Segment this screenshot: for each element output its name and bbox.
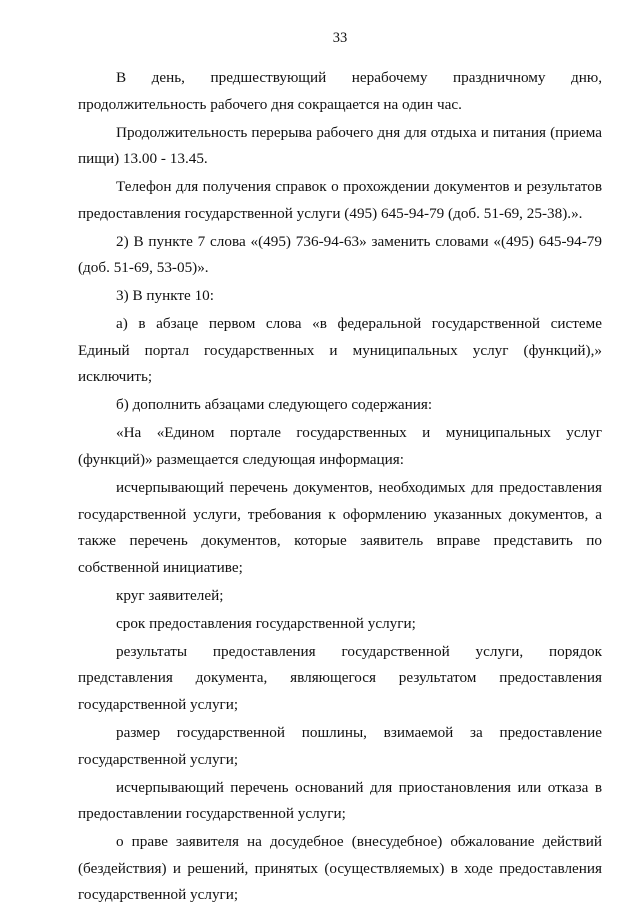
paragraph-12: результаты предоставления государственной услуги, порядок представления документа, являющегося результатом предоставления государственной услуги; bbox=[78, 642, 602, 713]
paragraph-7: б) дополнить абзацами следующего содержания: bbox=[116, 396, 433, 414]
page-number: 33 bbox=[332, 30, 348, 46]
paragraph-15: о праве заявителя на досудебное (внесудебное) обжалование действий (бездействия) и решений, принятых (осуществляемых) в ходе предоставления государственной услуги; bbox=[78, 833, 602, 904]
paragraph-10: круг заявителей; bbox=[116, 586, 224, 604]
paragraph-1: В день, предшествующий нерабочему праздничному дню, продолжительность рабочего дня сокращается на один час. bbox=[78, 69, 602, 113]
paragraph-4: 2) В пункте 7 слова «(495) 736-94-63» заменить словами «(495) 645-94-79 (доб. 51-69, 53-05)». bbox=[78, 232, 602, 277]
paragraph-11: срок предоставления государственной услуги; bbox=[116, 614, 416, 632]
paragraph-13: размер государственной пошлины, взимаемой за предоставление государственной услуги; bbox=[78, 723, 602, 768]
document-page bbox=[78, 30, 602, 910]
paragraph-8: «На «Едином портале государственных и муниципальных услуг (функций)» размещается следующая информация: bbox=[78, 424, 602, 469]
paragraph-5: 3) В пункте 10: bbox=[116, 287, 214, 305]
paragraph-2: Продолжительность перерыва рабочего дня для отдыха и питания (приема пищи) 13.00 - 13.45. bbox=[78, 123, 602, 168]
paragraph-14: исчерпывающий перечень оснований для приостановления или отказа в предоставлении государственной услуги; bbox=[78, 778, 602, 823]
paragraph-6: а) в абзаце первом слова «в федеральной государственной системе Единый портал государственных и муниципальных услуг (функций),» исключить; bbox=[78, 315, 602, 386]
paragraph-9: исчерпывающий перечень документов, необходимых для предоставления государственной услуги, требования к оформлению указанных документов, а также перечень документов, которые заявитель вправе представить по собственной инициативе; bbox=[78, 479, 602, 576]
paragraph-3: Телефон для получения справок о прохождении документов и результатов предоставления государственной услуги (495) 645-94-79 (доб. 51-69, 25-38).». bbox=[78, 178, 602, 222]
